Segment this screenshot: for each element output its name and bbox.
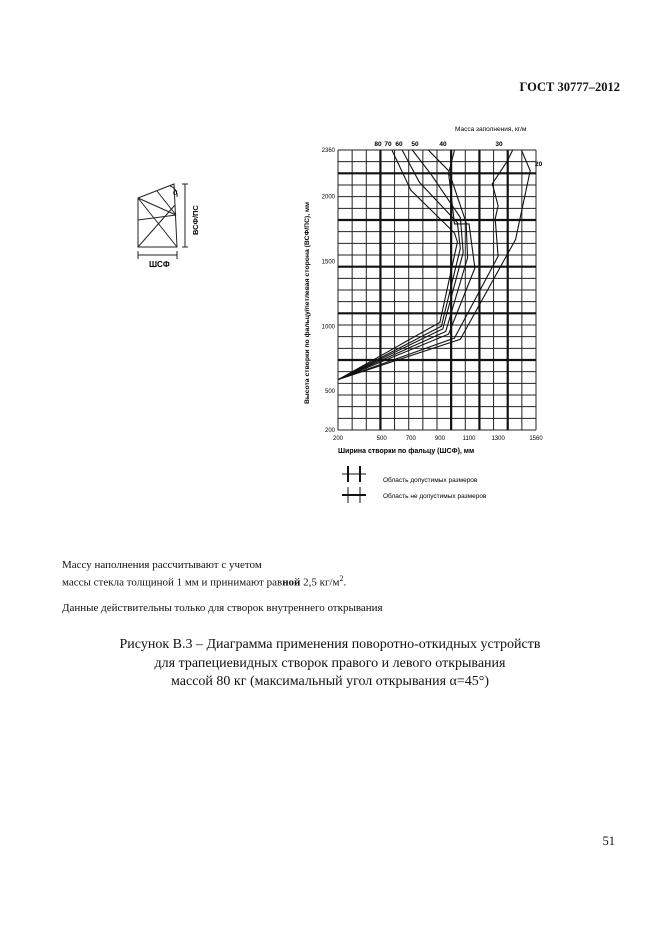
x-tick-label: 1560	[529, 436, 543, 442]
y-tick-label: 1000	[321, 324, 335, 331]
y-tick-label: 2360	[321, 148, 335, 154]
tilt-diagonal	[138, 205, 175, 247]
series-line-40	[339, 150, 475, 379]
x-tick-label: 200	[332, 436, 344, 442]
legend-symbol-not-allowed	[342, 487, 366, 503]
y-axis-title: Высота створки по фальцу/петлевая сторона (ВСФ/ПС), мм	[304, 201, 311, 404]
x-tick-label: 700	[405, 436, 416, 442]
series-line-80	[339, 150, 458, 379]
note-line-2-bold: ной	[282, 576, 301, 589]
x-tick-label: 1300	[491, 436, 505, 442]
x-axis-title: Ширина створки по фальцу (ШСФ), мм	[338, 448, 475, 455]
grid-minor	[338, 150, 536, 430]
mass-labels	[374, 141, 542, 168]
x-tick-label: 1100	[462, 436, 476, 442]
note-line-2-value: 2,5 кг/м	[300, 576, 340, 589]
mass-label-20: 20	[535, 161, 543, 168]
note-line-2-sup: 2	[339, 574, 344, 583]
legend-label-allowed: Область допустимых размеров	[383, 477, 478, 484]
caption-line-3: массой 80 кг (максимальный угол открывания α=45°)	[171, 674, 489, 689]
x-tick-label: 500	[376, 436, 387, 442]
x-tick-label: 900	[434, 436, 445, 442]
note-line-2	[62, 572, 346, 590]
usage-diagram-chart	[290, 120, 560, 520]
y-tick-label: 2000	[321, 194, 335, 201]
y-tick-label: 500	[324, 389, 335, 396]
note-line-2-end: .	[343, 576, 347, 589]
caption-line-1: Рисунок В.3 – Диаграмма применения поворотно-откидных устройств	[119, 637, 541, 652]
series-lines	[339, 150, 531, 379]
mass-label-30: 30	[495, 141, 503, 148]
mass-label-40: 40	[439, 141, 447, 148]
y-tick-label: 1500	[321, 259, 335, 266]
legend-label-not-allowed: Область не допустимых размеров	[383, 493, 487, 500]
mass-label-80: 80	[374, 141, 382, 148]
mass-label-50: 50	[411, 141, 419, 148]
legend-symbol-allowed	[342, 466, 366, 482]
angle-label: α	[173, 188, 178, 197]
legend	[342, 466, 487, 503]
top-axis-title: Масса заполнения, кг/м	[455, 126, 527, 133]
document-header: ГОСТ 30777–2012	[519, 80, 620, 94]
mass-label-60: 60	[395, 141, 403, 148]
x-tick-labels	[333, 436, 543, 442]
page-number: 51	[602, 834, 615, 848]
note-line-1: Массу наполнения рассчитывают с учетом	[62, 559, 262, 571]
sash-schematic	[125, 175, 215, 270]
series-line-30	[339, 150, 513, 379]
note-line-2-text: массы стекла толщиной 1 мм и принимают рав	[62, 576, 283, 589]
mass-label-70: 70	[384, 141, 392, 148]
note-line-3: Данные действительны только для створок внутреннего открывания	[62, 602, 383, 614]
caption-line-2: для трапециевидных створок правого и левого открывания	[154, 656, 506, 671]
series-line-50	[339, 150, 468, 379]
y-tick-label: 200	[324, 428, 335, 434]
y-tick-labels	[322, 148, 336, 434]
height-label: ВСФ/ПС	[191, 205, 200, 235]
width-label: ШСФ	[149, 260, 170, 269]
